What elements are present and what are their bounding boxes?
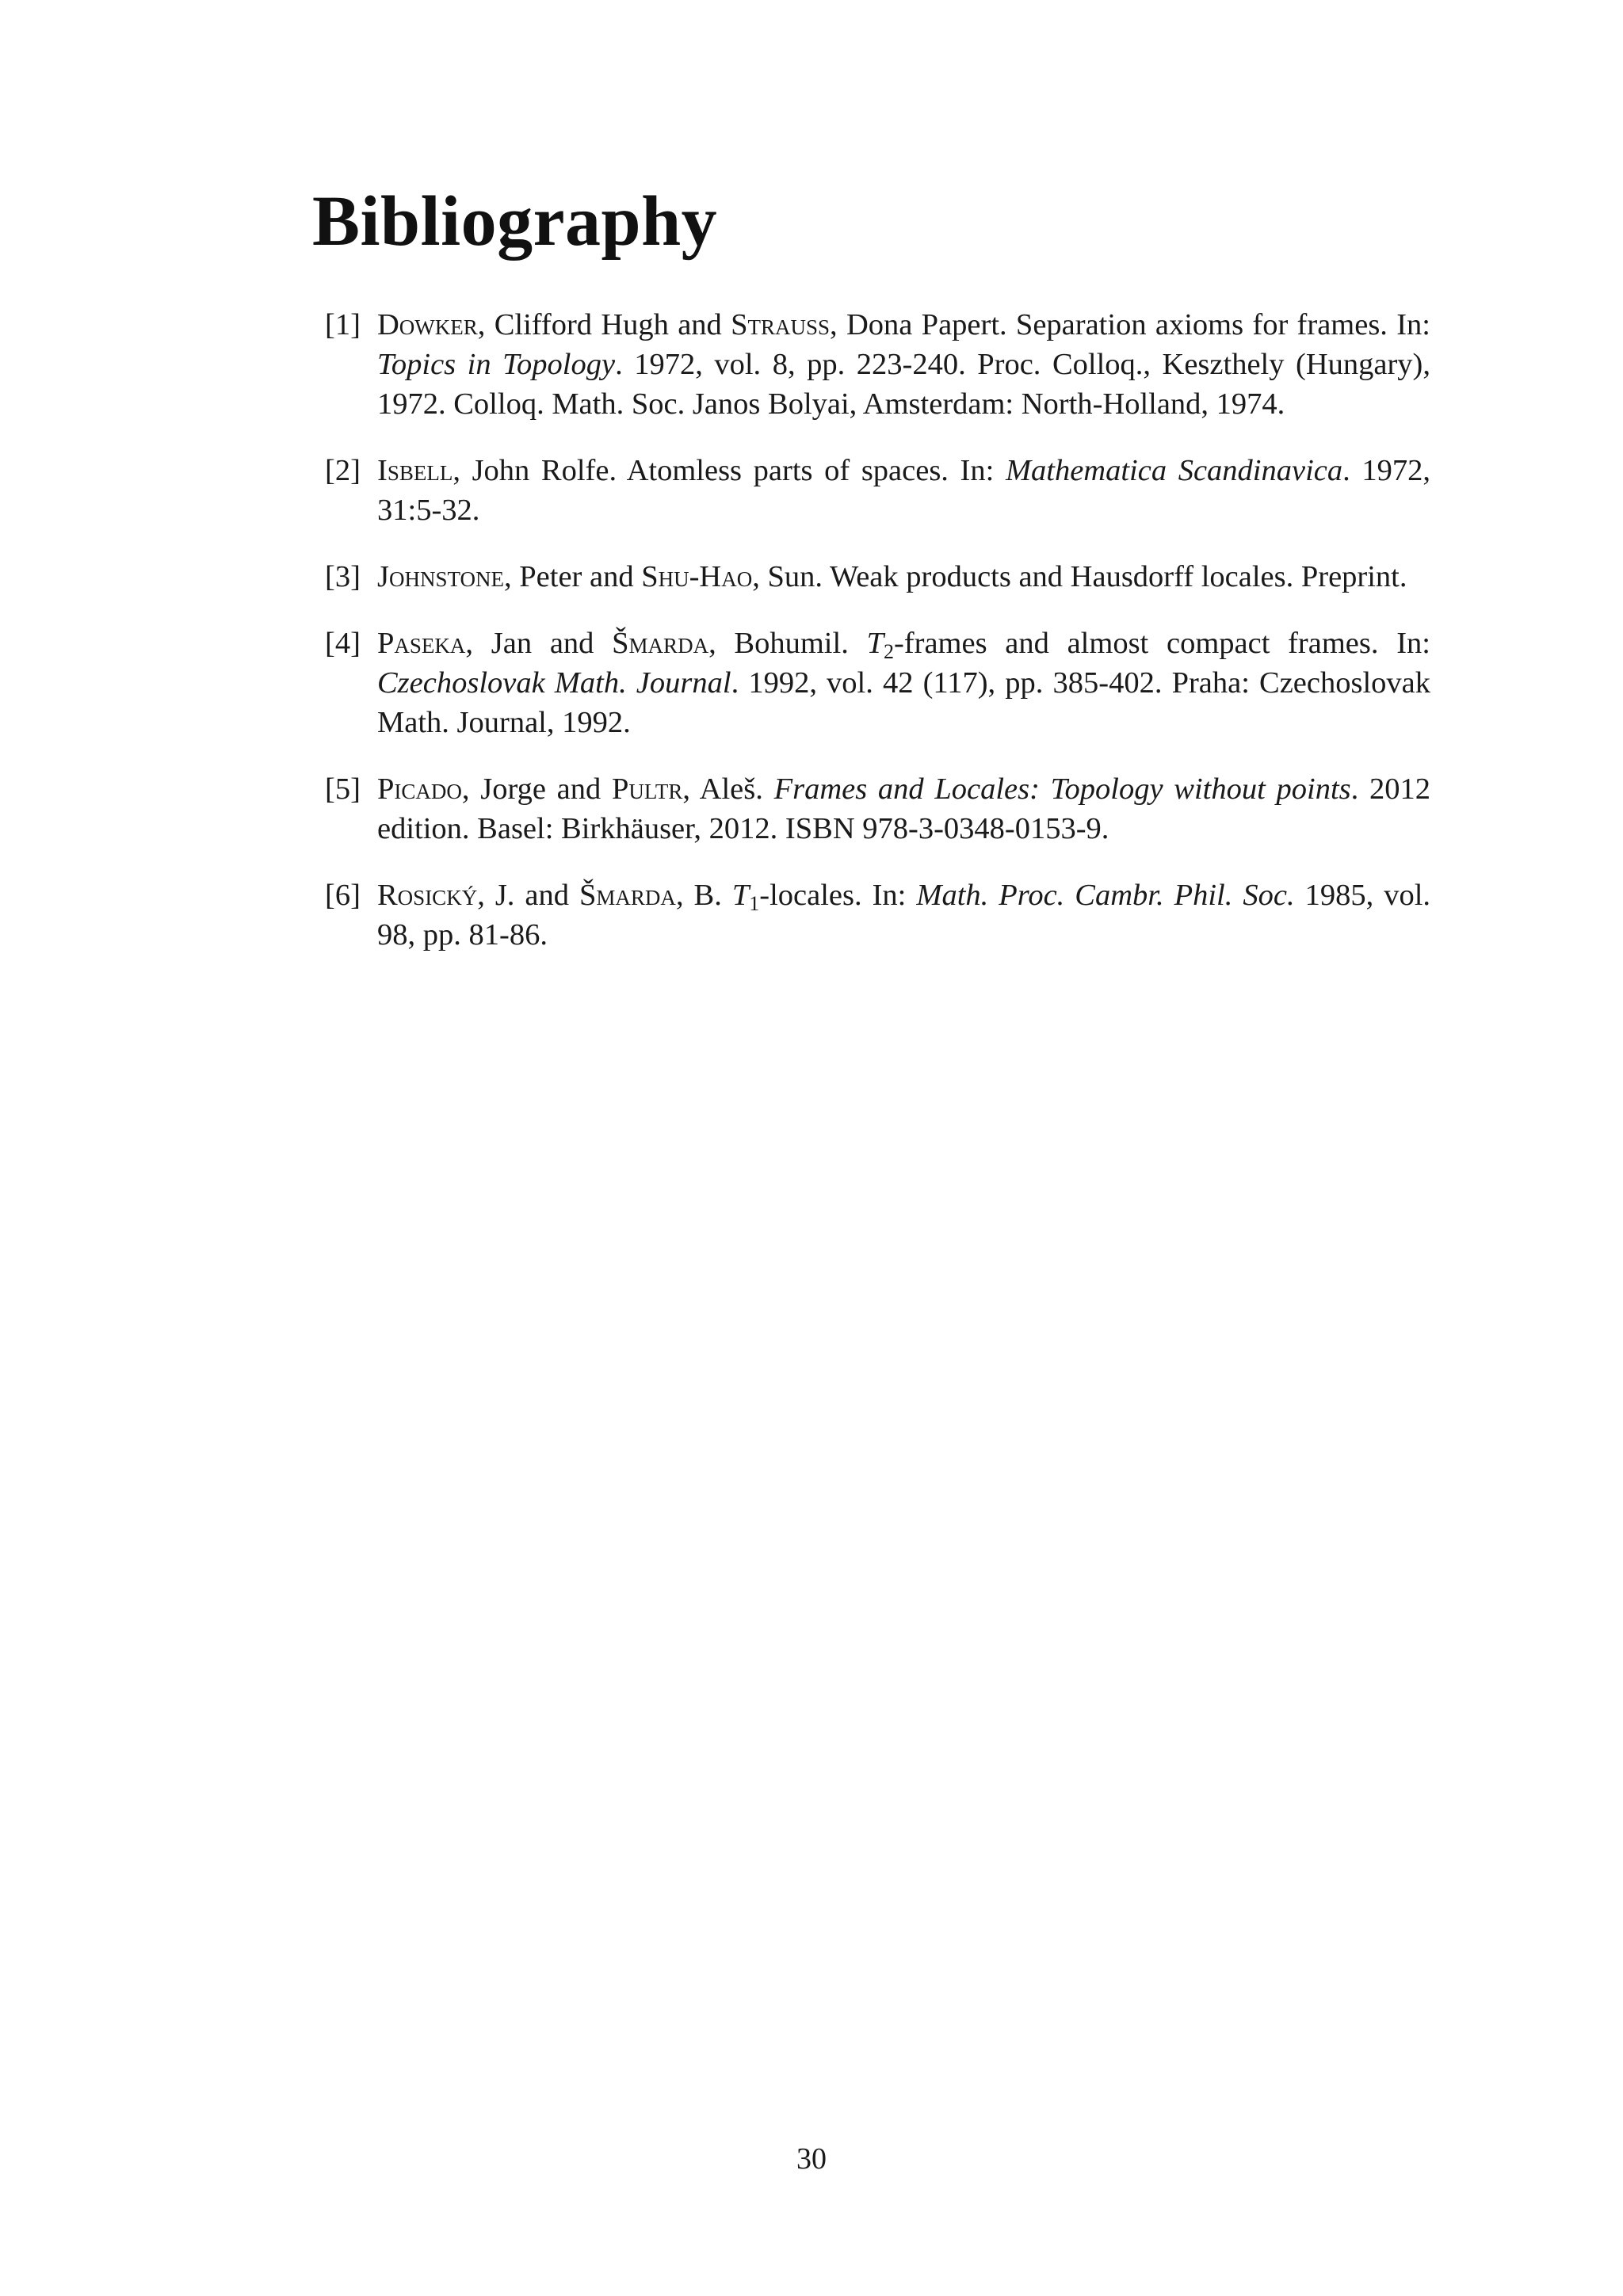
author-name: Strauss [731,308,831,341]
author-name: Johnstone [377,560,504,593]
entry-text: , Bohumil. [708,627,867,660]
math-variable: T [731,879,750,912]
bib-entry-3 [325,557,1430,597]
entry-number: [4] [325,627,361,660]
math-subscript: 2 [883,640,894,663]
entry-text: -frames and almost compact frames. In: [893,627,1430,660]
bib-entry-6 [325,875,1430,955]
bib-entry-5 [325,769,1430,849]
math-variable: T [866,627,884,660]
entry-text: . 1972, 31:5-32. [377,454,1430,527]
entry-number: [2] [325,454,361,487]
entry-text: , Clifford Hugh and [477,308,731,341]
entry-number: [5] [325,772,361,806]
author-name: Rosický [377,879,478,912]
author-name: Šmarda [612,627,709,660]
entry-text: , J. and [477,879,579,912]
venue-title: Czechoslovak Math. Journal [377,666,731,700]
author-name: Pultr [611,772,683,806]
entry-number: [1] [325,308,361,341]
entry-text: 1985, vol. 98, pp. 81-86. [377,879,1431,952]
entry-text: . 2012 edition. Basel: Birkhäuser, 2012. ISBN 978-3-0348-0153-9. [377,772,1430,845]
entry-text: , Dona Papert. Separation axioms for frames. In: [830,308,1430,341]
bib-entry-2 [325,451,1430,530]
math-subscript: 1 [749,892,760,915]
bib-entry-4 [325,624,1430,742]
bib-entry-1 [325,305,1430,424]
page-number: 30 [796,2142,827,2176]
entry-text: . 1972, vol. 8, pp. 223-240. Proc. Colloq., Keszthely (Hungary), 1972. Colloq. Math. Soc. Janos Bolyai, Amsterdam: North-Holland, 1974. [377,348,1430,421]
entry-number: [6] [325,879,361,912]
page-title: Bibliography [312,182,718,261]
entry-text: , B. [675,879,732,912]
author-name: Picado [377,772,462,806]
entry-text: , Jan and [465,627,613,660]
author-name: Šmarda [579,879,676,912]
venue-title: Topics in Topology [377,348,616,381]
entry-number: [3] [325,560,361,593]
entry-text: . 1992, vol. 42 (117), pp. 385-402. Praha: Czechoslovak Math. Journal, 1992. [377,666,1430,739]
author-name: Paseka [377,627,466,660]
venue-title: Frames and Locales: Topology without points [773,772,1351,806]
entry-text: -locales. In: [759,879,917,912]
author-name: Isbell [377,454,453,487]
venue-title: Mathematica Scandinavica [1005,454,1343,487]
author-name: Dowker [377,308,478,341]
author-name: Shu-Hao [641,560,753,593]
entry-text: , Aleš. [682,772,774,806]
entry-text: , Sun. Weak products and Hausdorff locales. Preprint. [752,560,1407,593]
bibliography-list [325,305,1430,982]
entry-text: , Peter and [504,560,642,593]
entry-text: , Jorge and [461,772,612,806]
entry-text: , John Rolfe. Atomless parts of spaces. In: [453,454,1006,487]
venue-title: Math. Proc. Cambr. Phil. Soc. [916,879,1295,912]
